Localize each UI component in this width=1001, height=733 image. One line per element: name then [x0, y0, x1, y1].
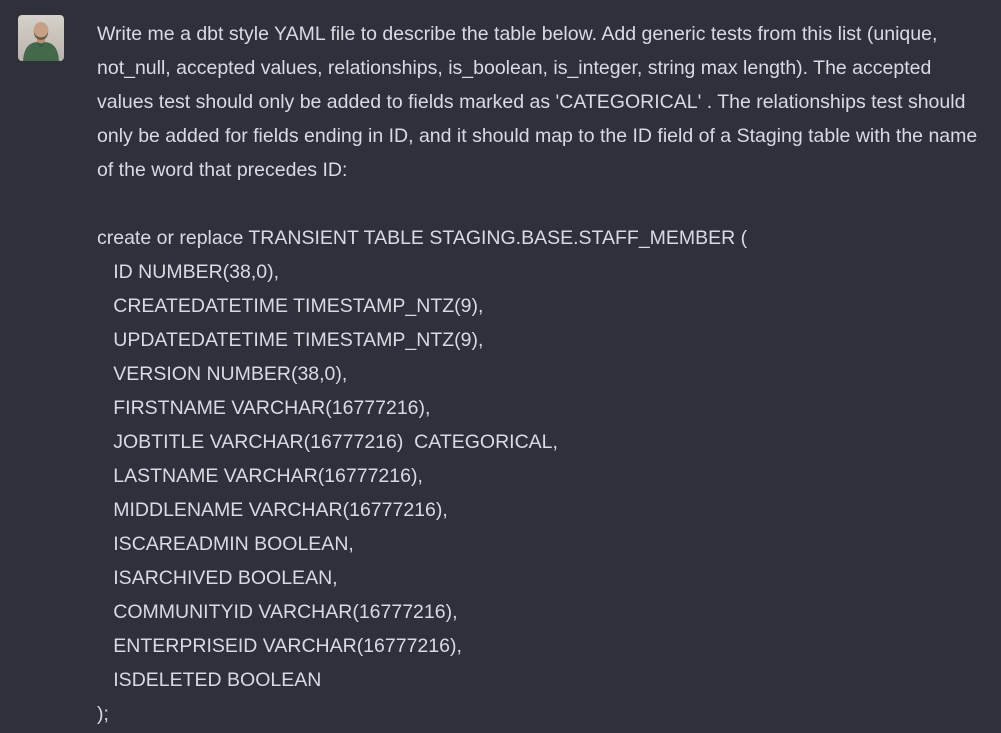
- sql-line: FIRSTNAME VARCHAR(16777216),: [97, 397, 431, 419]
- message-text: Write me a dbt style YAML file to describe the table below. Add generic tests from this list (unique, not_null, accepted values, relationships, is_boolean, is_integer, string max length). The accepted values test should only be added to fields marked as 'CATEGORICAL' . The relationships test should only be added for fields ending in ID, and it should map to the ID field of a Staging table with the name of the word that precedes ID:: [97, 23, 983, 181]
- sql-line: ID NUMBER(38,0),: [97, 261, 280, 283]
- sql-line: JOBTITLE VARCHAR(16777216) CATEGORICAL,: [97, 431, 558, 453]
- sql-line: UPDATEDATETIME TIMESTAMP_NTZ(9),: [97, 329, 484, 351]
- message-content: [97, 15, 989, 731]
- sql-code-block: [97, 221, 989, 731]
- sql-line: ENTERPRISEID VARCHAR(16777216),: [97, 635, 462, 657]
- sql-line: ISDELETED BOOLEAN: [97, 669, 322, 691]
- sql-line: CREATEDATETIME TIMESTAMP_NTZ(9),: [97, 295, 484, 317]
- sql-line: ISCAREADMIN BOOLEAN,: [97, 533, 354, 555]
- sql-line: );: [97, 703, 109, 725]
- user-avatar: [18, 15, 64, 61]
- sql-line: VERSION NUMBER(38,0),: [97, 363, 348, 385]
- user-avatar-image: [18, 15, 64, 61]
- sql-line: COMMUNITYID VARCHAR(16777216),: [97, 601, 458, 623]
- sql-line: ISARCHIVED BOOLEAN,: [97, 567, 338, 589]
- sql-line: MIDDLENAME VARCHAR(16777216),: [97, 499, 448, 521]
- sql-line: create or replace TRANSIENT TABLE STAGING.BASE.STAFF_MEMBER (: [97, 227, 748, 249]
- sql-line: LASTNAME VARCHAR(16777216),: [97, 465, 423, 487]
